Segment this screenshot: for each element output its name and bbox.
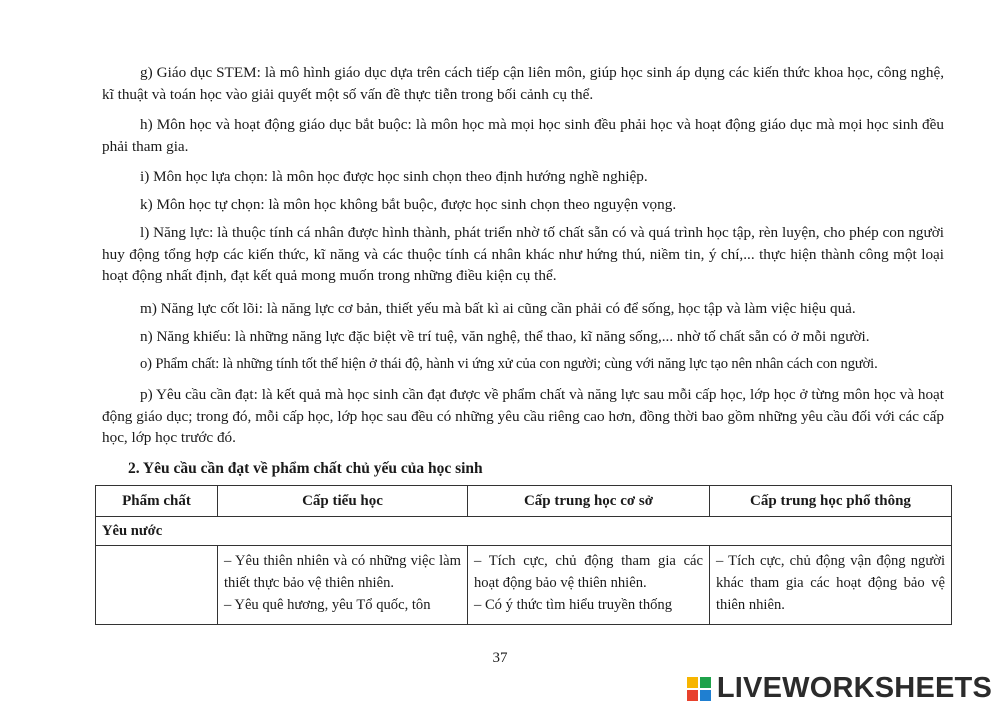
brand-name: LIVEWORKSHEETS bbox=[716, 672, 992, 704]
cell-thcs bbox=[468, 546, 710, 625]
cell-thpt bbox=[710, 546, 952, 625]
paragraph-m: m) Năng lực cốt lõi: là năng lực cơ bản, thiết yếu mà bất kì ai cũng cần phải có để sống, học tập và làm việc hiệu quả. bbox=[140, 300, 856, 317]
table-group-row bbox=[96, 517, 952, 546]
paragraph-i: i) Môn học lựa chọn: là môn học được học sinh chọn theo định hướng nghề nghiệp. bbox=[140, 168, 648, 185]
logo-square-yellow bbox=[687, 677, 698, 688]
paragraph-h: h) Môn học và hoạt động giáo dục bắt buộc: là môn học mà mọi học sinh đều phải học và hoạt động giáo dục mà mọi học sinh đều phải tham gia. bbox=[102, 116, 944, 155]
header-cap-thcs: Cấp trung học cơ sở bbox=[468, 486, 710, 517]
paragraph-k: k) Môn học tự chọn: là môn học không bắt buộc, được học sinh chọn theo nguyện vọng. bbox=[140, 196, 677, 213]
liveworksheets-brand[interactable] bbox=[687, 672, 992, 705]
cell-line: – Tích cực, chủ động tham gia các hoạt động bảo vệ thiên nhiên. bbox=[474, 553, 703, 591]
liveworksheets-logo-icon bbox=[687, 675, 713, 703]
cell-line: – Tích cực, chủ động vận động người khác tham gia các hoạt động bảo vệ thiên nhiên. bbox=[716, 553, 945, 613]
table-header-row bbox=[96, 486, 952, 517]
page-number: 37 bbox=[492, 650, 508, 666]
header-cap-tieu-hoc: Cấp tiểu học bbox=[218, 486, 468, 517]
cell-pham-chat bbox=[96, 546, 218, 625]
logo-square-blue bbox=[700, 690, 711, 701]
logo-square-green bbox=[700, 677, 711, 688]
table-row bbox=[96, 546, 952, 625]
cell-line: – Yêu thiên nhiên và có những việc làm thiết thực bảo vệ thiên nhiên. bbox=[224, 553, 461, 591]
paragraph-n: n) Năng khiếu: là những năng lực đặc biệt về trí tuệ, văn nghệ, thể thao, kĩ năng sống,... nhờ tố chất sẵn có ở mỗi người. bbox=[140, 328, 870, 345]
paragraph-g: g) Giáo dục STEM: là mô hình giáo dục dựa trên cách tiếp cận liên môn, giúp học sinh áp dụng các kiến thức khoa học, công nghệ, kĩ thuật và toán học vào giải quyết một số vấn đề thực tiễn trong bối cảnh cụ thể. bbox=[102, 64, 944, 103]
requirements-table bbox=[95, 485, 952, 625]
paragraph-l: l) Năng lực: là thuộc tính cá nhân được hình thành, phát triển nhờ tố chất sẵn có và quá trình học tập, rèn luyện, cho phép con người huy động tổng hợp các kiến thức, kĩ năng và các thuộc tính cá nhân khác như hứng thú, niềm tin, ý chí,... thực hiện thành công một loại hoạt động nhất định, đạt kết quả mong muốn trong những điều kiện cụ thể. bbox=[102, 224, 944, 284]
cell-line: – Yêu quê hương, yêu Tổ quốc, tôn bbox=[224, 597, 431, 613]
section-title: 2. Yêu cầu cần đạt về phẩm chất chủ yếu của học sinh bbox=[128, 460, 483, 477]
header-pham-chat: Phẩm chất bbox=[96, 486, 218, 517]
cell-line: – Có ý thức tìm hiểu truyền thống bbox=[474, 597, 673, 613]
cell-tieu-hoc bbox=[218, 546, 468, 625]
paragraph-o: o) Phẩm chất: là những tính tốt thể hiện ở thái độ, hành vi ứng xử của con người; cùng với năng lực tạo nên nhân cách con người. bbox=[140, 356, 878, 372]
header-cap-thpt: Cấp trung học phổ thông bbox=[710, 486, 952, 517]
logo-square-red bbox=[687, 690, 698, 701]
paragraph-p: p) Yêu cầu cần đạt: là kết quả mà học sinh cần đạt được về phẩm chất và năng lực sau mỗi cấp học, lớp học ở từng môn học và hoạt động giáo dục; trong đó, mỗi cấp học, lớp học sau đều có những yêu cầu riêng cao hơn, đồng thời bao gồm những yêu cầu đối với các cấp học, lớp học trước đó. bbox=[102, 386, 944, 446]
group-label: Yêu nước bbox=[96, 517, 952, 546]
